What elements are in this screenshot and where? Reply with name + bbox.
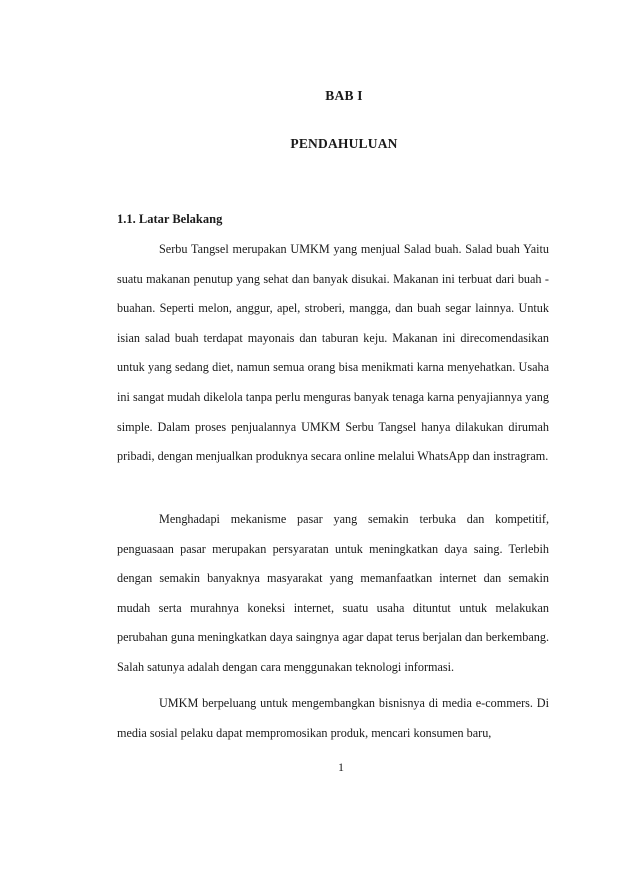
paragraph-1 (117, 235, 549, 472)
paragraph-text: Menghadapi mekanisme pasar yang semakin terbuka dan kompetitif, penguasaan pasar merupakan persyaratan untuk meningkatkan daya saing. Terlebih dengan semakin banyaknya masyarakat yang memanfaatkan internet dan semakin mudah serta murahnya koneksi internet, suatu usaha dituntut untuk melakukan perubahan guna meningkatkan daya saingnya agar dapat terus berjalan dan berkembang. Salah satunya adalah dengan cara menggunakan teknologi informasi. (117, 512, 549, 674)
section-heading: 1.1. Latar Belakang (117, 212, 223, 226)
chapter-number: BAB I (325, 88, 363, 103)
paragraph-3 (117, 689, 549, 748)
paragraph-text: Serbu Tangsel merupakan UMKM yang menjual Salad buah. Salad buah Yaitu suatu makanan penutup yang sehat dan banyak disukai. Makanan ini terbuat dari buah -buahan. Seperti melon, anggur, apel, stroberi, mangga, dan buah segar lainnya. Untuk isian salad buah terdapat mayonais dan taburan keju. Makanan ini direcomendasikan untuk yang sedang diet, namun semua orang bisa menikmati karna menyehatkan. Usaha ini sangat mudah dikelola tanpa perlu menguras banyak tenaga karna penyajiannya yang simple. Dalam proses penjualannya UMKM Serbu Tangsel hanya dilakukan dirumah pribadi, dengan menjualkan produknya secara online melalui WhatsApp dan instragram. (117, 242, 549, 464)
paragraph-2 (117, 505, 549, 683)
paragraph-text: UMKM berpeluang untuk mengembangkan bisnisnya di media e-commers. Di media sosial pelaku dapat mempromosikan produk, mencari konsumen baru, (117, 696, 549, 740)
page-number: 1 (338, 760, 344, 774)
chapter-title: PENDAHULUAN (290, 136, 398, 151)
